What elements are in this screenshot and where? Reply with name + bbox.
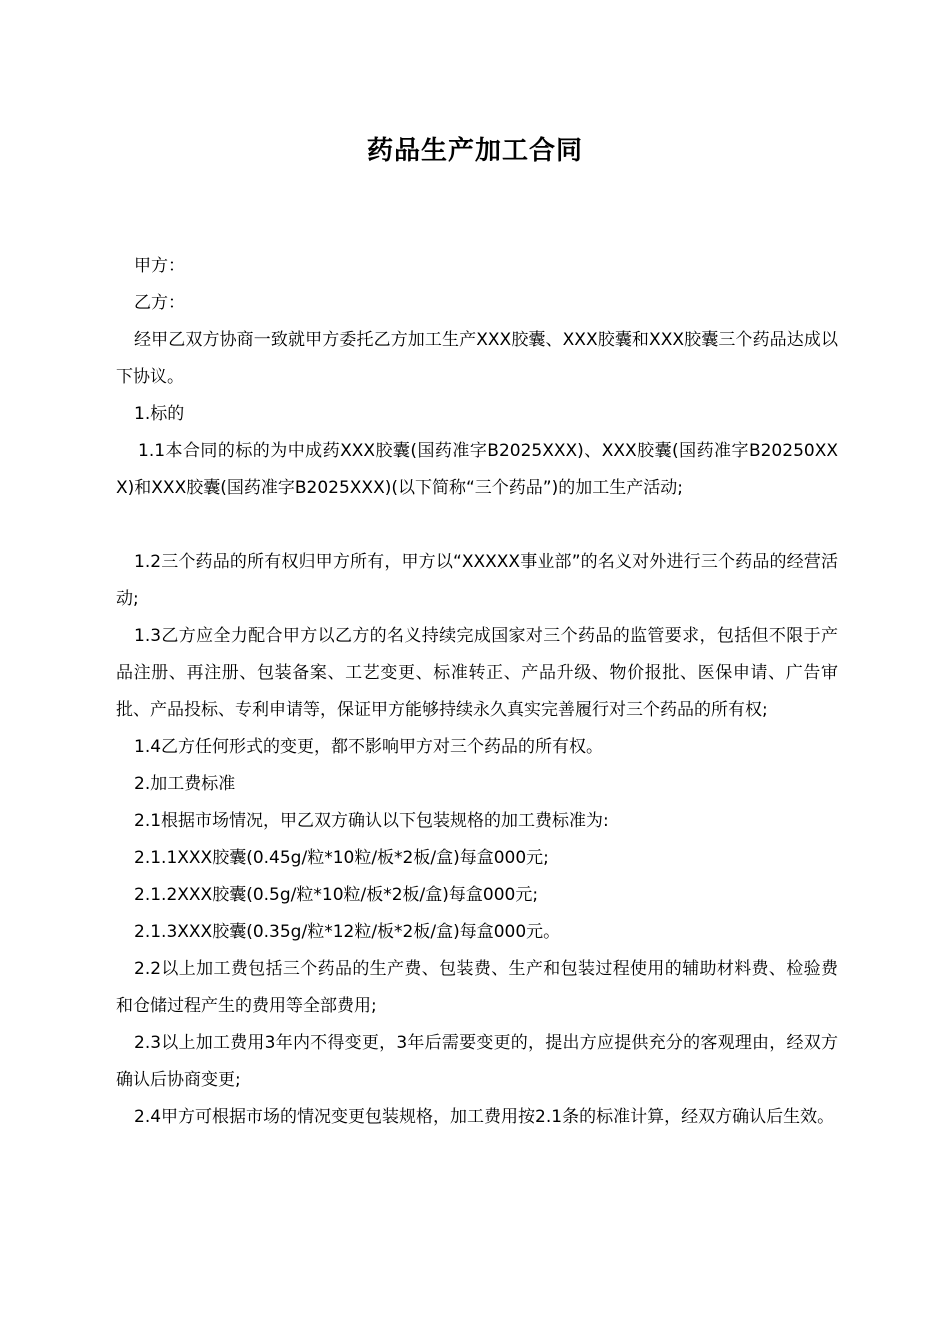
- clause-1-3: 1.3乙方应全力配合甲方以乙方的名义持续完成国家对三个药品的监管要求，包括但不限于产品注册、再注册、包装备案、工艺变更、标准转正、产品升级、物价报批、医保申请、广告审批、产品投标、专利申请等，保证甲方能够持续永久真实完善履行对三个药品的所有权;: [116, 626, 838, 720]
- clause-2-1-1: 2.1.1XXX胶囊(0.45g/粒*10粒/板*2板/盒)每盒000元;: [134, 848, 549, 868]
- clause-2-1-3: 2.1.3XXX胶囊(0.35g/粒*12粒/板*2板/盒)每盒000元。: [134, 922, 561, 942]
- clause-2-2: 2.2以上加工费包括三个药品的生产费、包装费、生产和包装过程使用的辅助材料费、检验费和仓储过程产生的费用等全部费用;: [116, 959, 838, 1016]
- clause-2-1-2: 2.1.2XXX胶囊(0.5g/粒*10粒/板*2板/盒)每盒000元;: [134, 885, 539, 905]
- document-title: 药品生产加工合同: [366, 136, 583, 166]
- party-b-line: 乙方：: [134, 293, 185, 313]
- clause-2-4: 2.4甲方可根据市场的情况变更包装规格，加工费用按2.1条的标准计算，经双方确认后生效。: [134, 1107, 835, 1127]
- section-2-heading: 2.加工费标准: [134, 774, 236, 794]
- document-body: [116, 248, 838, 1136]
- blank-line: [116, 507, 838, 544]
- clause-1-2: 1.2三个药品的所有权归甲方所有，甲方以“XXXXX事业部”的名义对外进行三个药品的经营活动;: [116, 552, 838, 609]
- clause-2-3: 2.3以上加工费用3年内不得变更，3年后需要变更的，提出方应提供充分的客观理由，经双方确认后协商变更;: [116, 1033, 838, 1090]
- clause-2-1: 2.1根据市场情况，甲乙双方确认以下包装规格的加工费标准为:: [134, 811, 609, 831]
- intro-paragraph: 经甲乙双方协商一致就甲方委托乙方加工生产XXX胶囊、XXX胶囊和XXX胶囊三个药品达成以下协议。: [116, 330, 838, 387]
- clause-1-1: 1.1本合同的标的为中成药XXX胶囊(国药准字B2025XXX)、XXX胶囊(国药准字B20250XXX)和XXX胶囊(国药准字B2025XXX)(以下简称“三个药品”)的加工生产活动;: [116, 441, 838, 498]
- clause-1-4: 1.4乙方任何形式的变更，都不影响甲方对三个药品的所有权。: [134, 737, 604, 757]
- section-1-heading: 1.标的: [134, 404, 185, 424]
- party-a-line: 甲方：: [134, 256, 185, 276]
